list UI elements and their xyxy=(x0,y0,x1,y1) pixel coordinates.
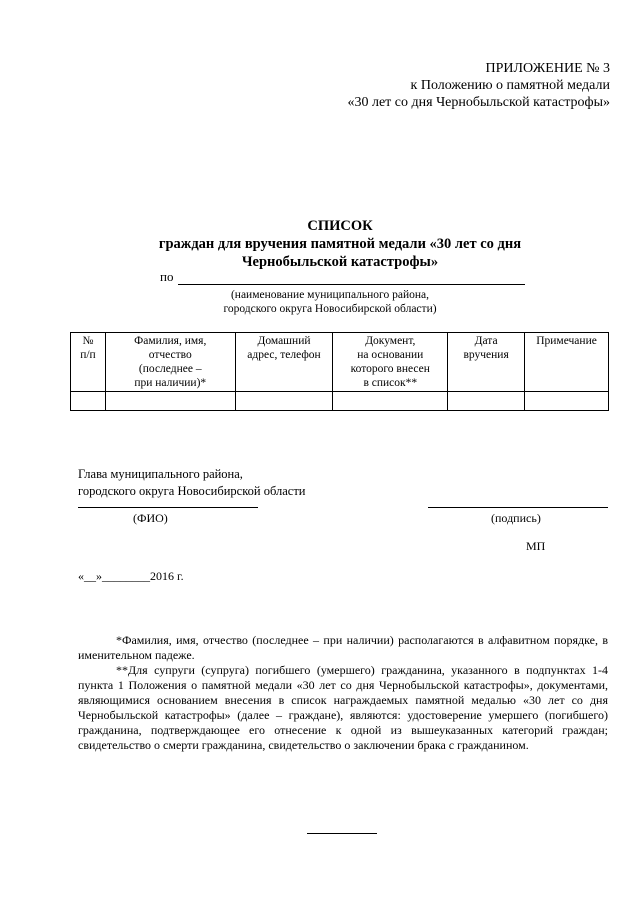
signature-label: (подпись) xyxy=(491,511,541,525)
title-subtitle-1: граждан для вручения памятной медали «30 лет со дня xyxy=(158,236,522,252)
signatory-title xyxy=(78,466,305,500)
table-row xyxy=(71,392,609,411)
title-heading: СПИСОК xyxy=(307,218,373,234)
col-header-full-name: Фамилия, имя, отчество (последнее – при наличии)* xyxy=(105,333,235,392)
appendix-number: ПРИЛОЖЕНИЕ № 3 xyxy=(485,61,610,76)
municipality-hint-line1: (наименование муниципального района, xyxy=(230,289,430,301)
fio-label: (ФИО) xyxy=(133,511,168,525)
municipality-hint xyxy=(185,288,475,316)
municipality-fill-line xyxy=(178,284,525,285)
title-subtitle-2: Чернобыльской катастрофы» xyxy=(241,254,439,270)
col-header-number: № п/п xyxy=(71,333,106,392)
document-title xyxy=(0,217,640,271)
appendix-header xyxy=(300,60,610,111)
col-header-address: Домашний адрес, телефон xyxy=(235,333,333,392)
signature-line xyxy=(428,507,608,508)
appendix-reference: к Положению о памятной медали xyxy=(410,78,610,93)
footnote-2: **Для супруги (супруга) погибшего (умершего) гражданина, указанного в подпунктах 1-4 пункта 1 Положения о памятной медали «30 лет со дня Чернобыльской катастрофы», документами, являющимися основанием внесения в список награждаемых памятной медалью «30 лет со дня Чернобыльской катастрофы» (далее – граждане), являются: удостоверение умершего (погибшего) гражданина, подтверждающее его отнесение к одной из вышеуказанных категорий граждан; свидетельство о смерти гражданина, свидетельство о заключении брака с гражданином. xyxy=(78,663,608,752)
appendix-medal-name: «30 лет со дня Чернобыльской катастрофы» xyxy=(347,95,610,110)
col-header-note: Примечание xyxy=(525,333,609,392)
footnotes xyxy=(78,633,608,753)
signatory-title-line1: Глава муниципального района, xyxy=(78,467,243,481)
recipients-table xyxy=(70,332,609,411)
stamp-place-label: МП xyxy=(526,539,546,553)
signatory-title-line2: городского округа Новосибирской области xyxy=(78,484,306,498)
col-header-date: Дата вручения xyxy=(448,333,525,392)
fio-line xyxy=(78,507,258,508)
municipality-hint-line2: городского округа Новосибирской области) xyxy=(223,303,437,315)
table-header-row xyxy=(71,333,609,392)
col-header-document: Документ, на основании которого внесен в список** xyxy=(333,333,448,392)
date-field: «__»________2016 г. xyxy=(78,569,184,583)
po-label: по xyxy=(160,269,174,284)
footnote-1: *Фамилия, имя, отчество (последнее – при наличии) располагаются в алфавитном порядке, в именительном падеже. xyxy=(78,633,608,662)
end-divider xyxy=(307,833,377,834)
